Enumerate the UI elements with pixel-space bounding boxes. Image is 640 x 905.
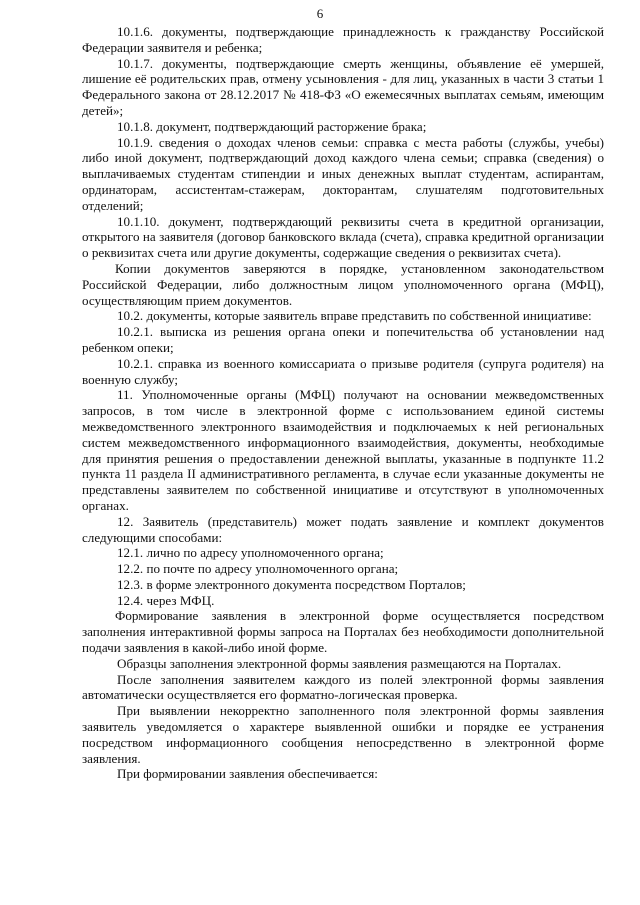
paragraph-12-4: 12.4. через МФЦ.	[117, 592, 215, 608]
paragraph-10-1-9: 10.1.9. сведения о доходах членов семьи: справка с места работы (службы, учебы) либо иной документ, подтверждающий доход каждого члена семьи; справка (сведения) о выплачиваемых студентам стипендии и иных денежных выплат студентам, аспирантам, ординаторам, ассистентам-стажерам, докторантам, слушателям подготовительных отделений;	[82, 134, 604, 213]
paragraph-electronic-form: Формирование заявления в электронной форме осуществляется посредством заполнения интерактивной формы запроса на Порталах без необходимости дополнительной подачи заявления в какой-либо иной форме.	[82, 608, 604, 656]
paragraph-copies: Копии документов заверяются в порядке, установленном законодательством Российской Федерации, либо должностным лицом уполномоченного органа (МФЦ), осуществляющим прием документов.	[82, 260, 604, 308]
page-number: 6	[316, 6, 324, 21]
paragraph-10-1-6: 10.1.6. документы, подтверждающие принадлежность к гражданству Российской Федерации заявителя и ребенка;	[82, 24, 604, 55]
paragraph-12: 12. Заявитель (представитель) может подать заявление и комплект документов следующими способами:	[82, 513, 604, 545]
paragraph-10-1-10: 10.1.10. документ, подтверждающий реквизиты счета в кредитной организации, открытого на заявителя (договор банковского вклада (счета), справка кредитной организации о реквизитах счета или другие документы, содержащие сведения о реквизитах счета).	[82, 213, 604, 261]
paragraph-10-2-1-a: 10.2.1. выписка из решения органа опеки и попечительства об установлении над ребенком опеки;	[82, 324, 604, 355]
document-body	[82, 24, 604, 782]
paragraph-11: 11. Уполномоченные органы (МФЦ) получают на основании межведомственных запросов, в том числе в электронной форме с использованием единой системы межведомственного электронного взаимодействия и подключаемых к ней региональных систем межведомственного информационного взаимодействия, документы, необходимые для принятия решения о предоставлении денежной выплаты, указанные в подпункте 11.2 пункта 11 раздела II административного регламента, в случае если указанные документы не представлены заявителем по собственной инициативе и отсутствуют в уполномоченных органах.	[82, 387, 604, 513]
paragraph-10-2: 10.2. документы, которые заявитель вправе представить по собственной инициативе:	[117, 308, 592, 324]
paragraph-error-notice: При выявлении некорректно заполненного поля электронной формы заявления заявитель уведомляется о характере выявленной ошибки и порядке ее устранения посредством информационного сообщения непосредственно в электронной форме заявления.	[82, 703, 604, 766]
paragraph-12-3: 12.3. в форме электронного документа посредством Порталов;	[117, 576, 466, 592]
paragraph-10-1-7: 10.1.7. документы, подтверждающие смерть женщины, объявление её умершей, лишение её родительских прав, отмену усыновления - для лиц, указанных в части 3 статьи 1 Федерального закона от 28.12.2017 № 418-ФЗ «О ежемесячных выплатах семьям, имеющим детей»;	[82, 55, 604, 118]
paragraph-10-2-1-b: 10.2.1. справка из военного комиссариата о призыве родителя (супруга родителя) на военную службу;	[82, 355, 604, 387]
paragraph-12-1: 12.1. лично по адресу уполномоченного органа;	[117, 545, 384, 561]
paragraph-10-1-8: 10.1.8. документ, подтверждающий расторжение брака;	[117, 118, 427, 134]
paragraph-samples: Образцы заполнения электронной формы заявления размещаются на Порталах.	[117, 655, 562, 671]
paragraph-provision: При формировании заявления обеспечивается:	[117, 766, 378, 782]
paragraph-12-2: 12.2. по почте по адресу уполномоченного органа;	[117, 561, 399, 577]
paragraph-validation: После заполнения заявителем каждого из полей электронной формы заявления автоматически осуществляется его форматно-логическая проверка.	[82, 671, 604, 703]
